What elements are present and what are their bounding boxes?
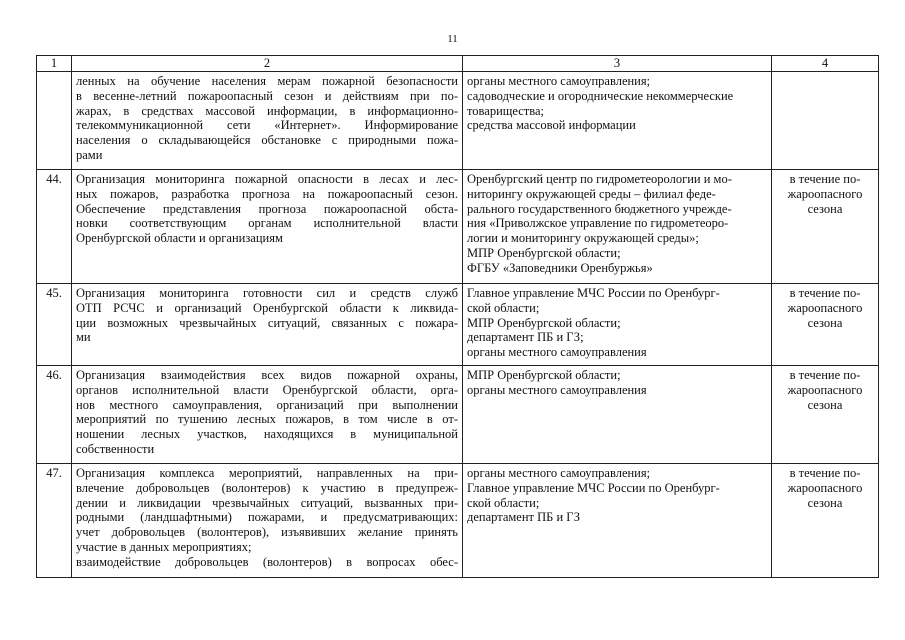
responsible-line: Главное управление МЧС России по Оренбург- <box>467 480 720 495</box>
event-line: жарах, в средствах массовой информации, в информационно- <box>76 103 458 118</box>
deadline-cell <box>772 464 879 578</box>
table-row-continuation <box>37 72 879 170</box>
event-line: Оренбургской области и организациям <box>76 231 283 246</box>
responsible-cell <box>463 464 772 578</box>
table-row-44 <box>37 170 879 284</box>
deadline-line: в течение по- <box>789 172 861 186</box>
responsible-line: логии и мониторингу окружающей среды»; <box>467 231 699 246</box>
deadline-line: сезона <box>807 201 843 216</box>
column-number-row <box>37 56 879 72</box>
responsible-line: МПР Оренбургской области; <box>467 245 621 260</box>
row-number <box>37 72 72 170</box>
deadline-cell <box>772 72 879 170</box>
event-cell <box>72 284 463 366</box>
responsible-line: ФГБУ «Заповедники Оренбуржья» <box>467 260 653 275</box>
responsible-line: органы местного самоуправления; <box>467 74 651 88</box>
event-line: органов исполнительной власти Оренбургской области, орга- <box>76 382 458 397</box>
event-line: населения о складывающейся обстановке с природными пожа- <box>76 133 458 148</box>
responsible-line: МПР Оренбургской области; <box>467 368 621 382</box>
event-line: влечение добровольцев (волонтеров) к участию в предупреж- <box>76 480 458 495</box>
deadline-line: сезона <box>807 397 843 412</box>
responsible-line: органы местного самоуправления <box>467 345 647 360</box>
row-number: 46. <box>37 366 72 464</box>
event-line: ми <box>76 330 91 345</box>
deadline-cell <box>772 170 879 284</box>
deadline-line: сезона <box>807 315 843 330</box>
event-cell <box>72 170 463 284</box>
deadline-line: сезона <box>807 495 843 510</box>
event-line: в весенне-летний пожароопасный сезон и действиям при по- <box>76 88 458 103</box>
deadline-line: в течение по- <box>789 466 861 480</box>
event-line: ции возможных чрезвычайных ситуаций, связанных с пожара- <box>76 315 458 330</box>
responsible-line: МПР Оренбургской области; <box>467 315 621 330</box>
event-line: новки соответствующим органам исполнительной власти <box>76 216 458 231</box>
table-row-45 <box>37 284 879 366</box>
event-line: ношении лесных участков, находящихся в муниципальной <box>76 427 458 442</box>
deadline-line: жароопасного <box>787 300 863 315</box>
event-line: нов местного самоуправления, организаций при выполнении <box>76 397 458 412</box>
responsible-cell <box>463 366 772 464</box>
responsible-line: ния «Приволжское управление по гидрометеоро- <box>467 216 729 231</box>
responsible-line: садоводческие и огороднические некоммерческие <box>467 88 734 103</box>
table-row-46 <box>37 366 879 464</box>
responsible-line: товарищества; <box>467 103 545 118</box>
responsible-line: органы местного самоуправления; <box>467 466 651 480</box>
event-line: рами <box>76 147 103 162</box>
column-number-4: 4 <box>772 56 879 72</box>
event-line: Организация взаимодействия всех видов пожарной охраны, <box>76 368 458 382</box>
event-cell <box>72 366 463 464</box>
column-number-1: 1 <box>37 56 72 72</box>
responsible-line: Оренбургский центр по гидрометеорологии и мо- <box>467 172 732 186</box>
event-line: учет добровольцев (волонтеров), изъявивших желание принять <box>76 525 458 540</box>
responsible-line: департамент ПБ и ГЗ <box>467 510 581 525</box>
event-line: Организация мониторинга пожарной опасности в лесах и лес- <box>76 172 458 186</box>
event-line: ных пожаров, разработка прогноза на пожароопасный сезон. <box>76 186 458 201</box>
event-line: взаимодействие добровольцев (волонтеров) в вопросах обес- <box>76 554 458 569</box>
responsible-line: средства массовой информации <box>467 118 636 133</box>
row-number: 44. <box>37 170 72 284</box>
responsible-cell <box>463 170 772 284</box>
event-line: Обеспечение представления прогноза пожароопасной обста- <box>76 201 458 216</box>
table-row-47 <box>37 464 879 578</box>
responsible-line: департамент ПБ и ГЗ; <box>467 330 584 345</box>
column-number-2: 2 <box>72 56 463 72</box>
deadline-cell <box>772 284 879 366</box>
event-line: ОТП РСЧС и организаций Оренбургской области к ликвида- <box>76 300 458 315</box>
responsible-line: органы местного самоуправления <box>467 382 647 397</box>
event-line: мероприятий по тушению лесных пожаров, в том числе в от- <box>76 412 458 427</box>
event-line: родными (ландшафтными) пожарами, и предусматривающих: <box>76 510 458 525</box>
event-line: Организация комплекса мероприятий, направленных на при- <box>76 466 458 480</box>
deadline-line: в течение по- <box>789 286 861 300</box>
responsible-line: ской области; <box>467 495 540 510</box>
deadline-cell <box>772 366 879 464</box>
deadline-line: в течение по- <box>789 368 861 382</box>
responsible-line: Главное управление МЧС России по Оренбург- <box>467 286 720 300</box>
event-cell <box>72 464 463 578</box>
responsible-line: рального государственного бюджетного учрежде- <box>467 201 732 216</box>
event-line: собственности <box>76 441 155 456</box>
deadline-line: жароопасного <box>787 382 863 397</box>
responsible-cell <box>463 72 772 170</box>
event-cell <box>72 72 463 170</box>
measures-table <box>36 55 879 578</box>
event-line: Организация мониторинга готовности сил и средств служб <box>76 286 458 300</box>
page-number: 11 <box>447 33 458 45</box>
deadline-line: жароопасного <box>787 480 863 495</box>
row-number: 45. <box>37 284 72 366</box>
event-line: ленных на обучение населения мерам пожарной безопасности <box>76 74 458 88</box>
row-number: 47. <box>37 464 72 578</box>
event-line: дении и ликвидации чрезвычайных ситуаций, вызванных при- <box>76 495 458 510</box>
deadline-line: жароопасного <box>787 186 863 201</box>
event-line: участие в данных мероприятиях; <box>76 539 252 554</box>
column-number-3: 3 <box>463 56 772 72</box>
responsible-line: ской области; <box>467 300 540 315</box>
event-line: телекоммуникационной сети «Интернет». Информирование <box>76 118 458 133</box>
responsible-cell <box>463 284 772 366</box>
responsible-line: ниторингу окружающей среды – филиал феде- <box>467 186 716 201</box>
